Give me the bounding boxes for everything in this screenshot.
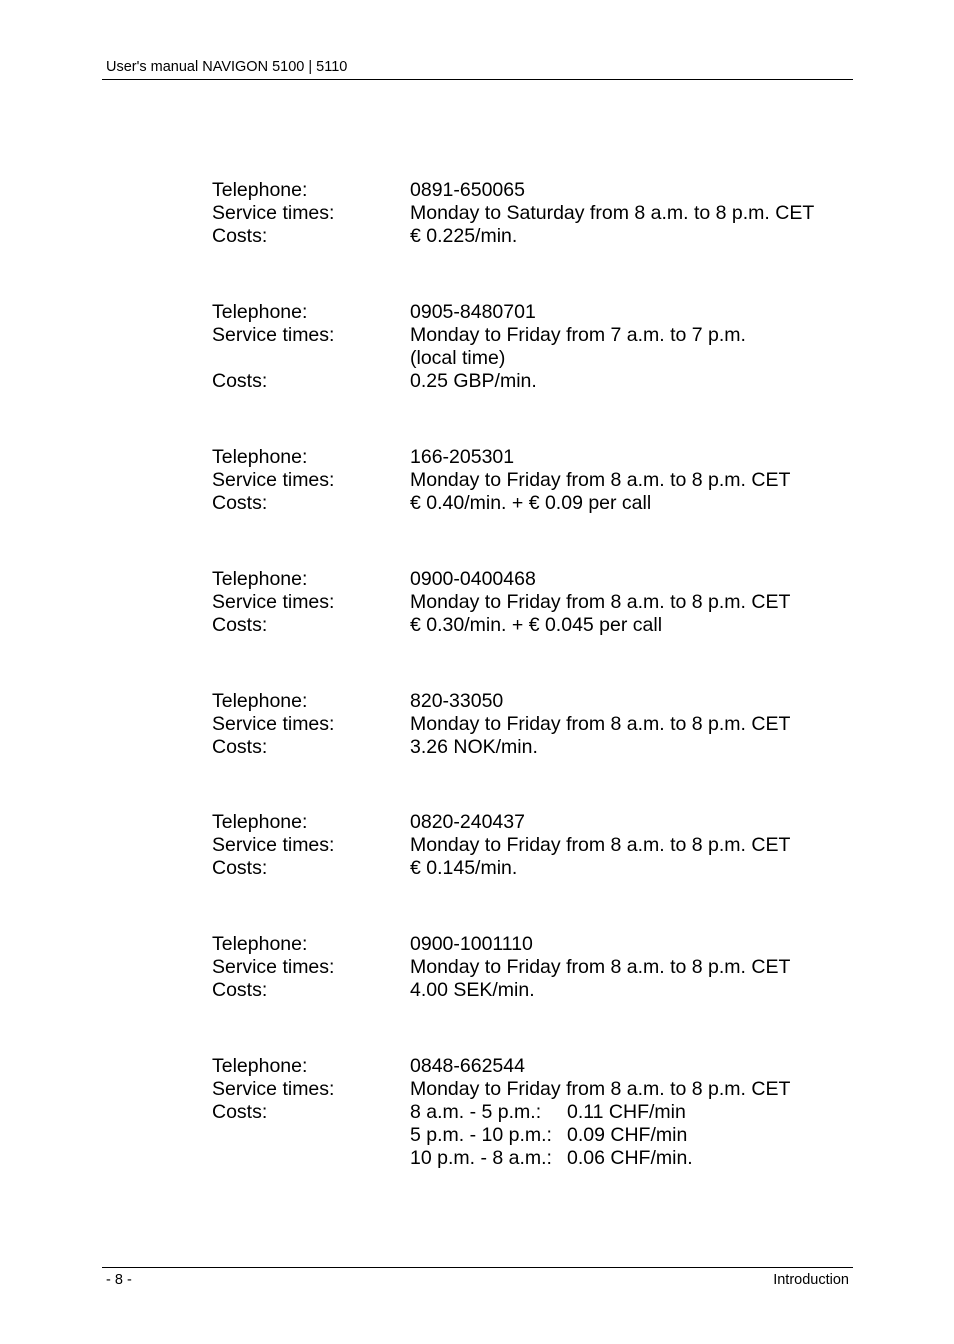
costs-value: € 0.30/min. + € 0.045 per call <box>410 614 663 636</box>
telephone-label: Telephone: <box>212 568 308 590</box>
costs-row <box>212 614 852 637</box>
service-times-row <box>212 1078 852 1101</box>
telephone-value: 0900-1001110 <box>410 933 533 955</box>
document-header-title: User's manual NAVIGON 5100 | 5110 <box>106 59 348 75</box>
cost-rate-value: 0.09 CHF/min <box>567 1124 688 1146</box>
costs-row <box>212 370 852 393</box>
service-times-value: Monday to Friday from 8 a.m. to 8 p.m. CET <box>410 469 791 491</box>
costs-row <box>212 736 852 759</box>
telephone-label: Telephone: <box>212 446 308 468</box>
telephone-value: 0820-240437 <box>410 811 525 833</box>
telephone-label: Telephone: <box>212 1055 308 1077</box>
service-times-value: Monday to Friday from 8 a.m. to 8 p.m. CET <box>410 956 791 978</box>
empty-label <box>212 1124 410 1147</box>
telephone-row <box>212 446 852 469</box>
cost-rate-period: 8 a.m. - 5 p.m.: <box>410 1101 542 1123</box>
telephone-value: 166-205301 <box>410 446 515 468</box>
section-name: Introduction <box>773 1272 849 1288</box>
service-times-value: Monday to Friday from 8 a.m. to 8 p.m. CET <box>410 1078 791 1100</box>
service-times-value: Monday to Friday from 8 a.m. to 8 p.m. CET <box>410 591 791 613</box>
telephone-row <box>212 690 852 713</box>
service-times-label: Service times: <box>212 834 335 856</box>
costs-label: Costs: <box>212 225 268 247</box>
service-times-value: Monday to Friday from 8 a.m. to 8 p.m. CET <box>410 834 791 856</box>
service-times-continuation-row <box>212 347 852 370</box>
service-times-label: Service times: <box>212 713 335 735</box>
costs-label: Costs: <box>212 614 268 636</box>
service-times-row <box>212 956 852 979</box>
telephone-row <box>212 811 852 834</box>
costs-row <box>212 1101 852 1124</box>
cost-rate-value: 0.11 CHF/min <box>567 1101 686 1123</box>
footer-divider <box>102 1267 853 1268</box>
telephone-row <box>212 1055 852 1078</box>
service-entry <box>212 1055 852 1170</box>
service-times-note: (local time) <box>410 347 506 369</box>
service-times-value: Monday to Friday from 8 a.m. to 8 p.m. CET <box>410 713 791 735</box>
service-times-value: Monday to Saturday from 8 a.m. to 8 p.m. CET <box>410 202 815 224</box>
service-entry <box>212 301 852 393</box>
telephone-row <box>212 179 852 202</box>
costs-continuation-row <box>212 1124 852 1147</box>
service-entry <box>212 179 852 248</box>
service-times-row <box>212 202 852 225</box>
costs-value: 0.25 GBP/min. <box>410 370 537 392</box>
costs-continuation-row <box>212 1147 852 1170</box>
costs-row <box>212 225 852 248</box>
telephone-label: Telephone: <box>212 179 308 201</box>
costs-label: Costs: <box>212 979 268 1001</box>
cost-rate-line <box>410 1147 852 1170</box>
costs-value: € 0.225/min. <box>410 225 518 247</box>
service-entry <box>212 568 852 637</box>
service-times-row <box>212 591 852 614</box>
costs-row <box>212 492 852 515</box>
cost-rate-line <box>410 1101 852 1124</box>
costs-label: Costs: <box>212 370 268 392</box>
service-times-label: Service times: <box>212 591 335 613</box>
cost-rate-line <box>410 1124 852 1147</box>
telephone-row <box>212 301 852 324</box>
telephone-value: 0891-650065 <box>410 179 525 201</box>
costs-value: 3.26 NOK/min. <box>410 736 538 758</box>
telephone-row <box>212 568 852 591</box>
telephone-label: Telephone: <box>212 301 308 323</box>
telephone-label: Telephone: <box>212 690 308 712</box>
cost-rate-period: 10 p.m. - 8 a.m.: <box>410 1147 552 1169</box>
costs-value: € 0.145/min. <box>410 857 518 879</box>
telephone-value: 0900-0400468 <box>410 568 536 590</box>
service-times-row <box>212 834 852 857</box>
costs-value: 4.00 SEK/min. <box>410 979 535 1001</box>
service-entry <box>212 811 852 880</box>
service-times-label: Service times: <box>212 1078 335 1100</box>
telephone-row <box>212 933 852 956</box>
service-times-label: Service times: <box>212 202 335 224</box>
service-times-row <box>212 713 852 736</box>
service-entry <box>212 446 852 515</box>
service-times-label: Service times: <box>212 469 335 491</box>
service-times-value: Monday to Friday from 7 a.m. to 7 p.m. <box>410 324 746 346</box>
page-number: - 8 - <box>106 1272 132 1288</box>
costs-value: € 0.40/min. + € 0.09 per call <box>410 492 652 514</box>
service-times-row <box>212 469 852 492</box>
telephone-value: 820-33050 <box>410 690 504 712</box>
costs-label: Costs: <box>212 1101 268 1123</box>
telephone-label: Telephone: <box>212 933 308 955</box>
service-entry <box>212 933 852 1002</box>
cost-rate-period: 5 p.m. - 10 p.m.: <box>410 1124 552 1146</box>
telephone-value: 0848-662544 <box>410 1055 525 1077</box>
service-entry <box>212 690 852 759</box>
service-times-row <box>212 324 852 347</box>
empty-label <box>212 347 410 370</box>
empty-label <box>212 1147 410 1170</box>
cost-rate-value: 0.06 CHF/min. <box>567 1147 693 1169</box>
costs-label: Costs: <box>212 492 268 514</box>
telephone-value: 0905-8480701 <box>410 301 536 323</box>
service-times-label: Service times: <box>212 324 335 346</box>
costs-label: Costs: <box>212 736 268 758</box>
header-divider <box>102 79 853 80</box>
costs-row <box>212 857 852 880</box>
costs-label: Costs: <box>212 857 268 879</box>
service-times-label: Service times: <box>212 956 335 978</box>
costs-row <box>212 979 852 1002</box>
telephone-label: Telephone: <box>212 811 308 833</box>
